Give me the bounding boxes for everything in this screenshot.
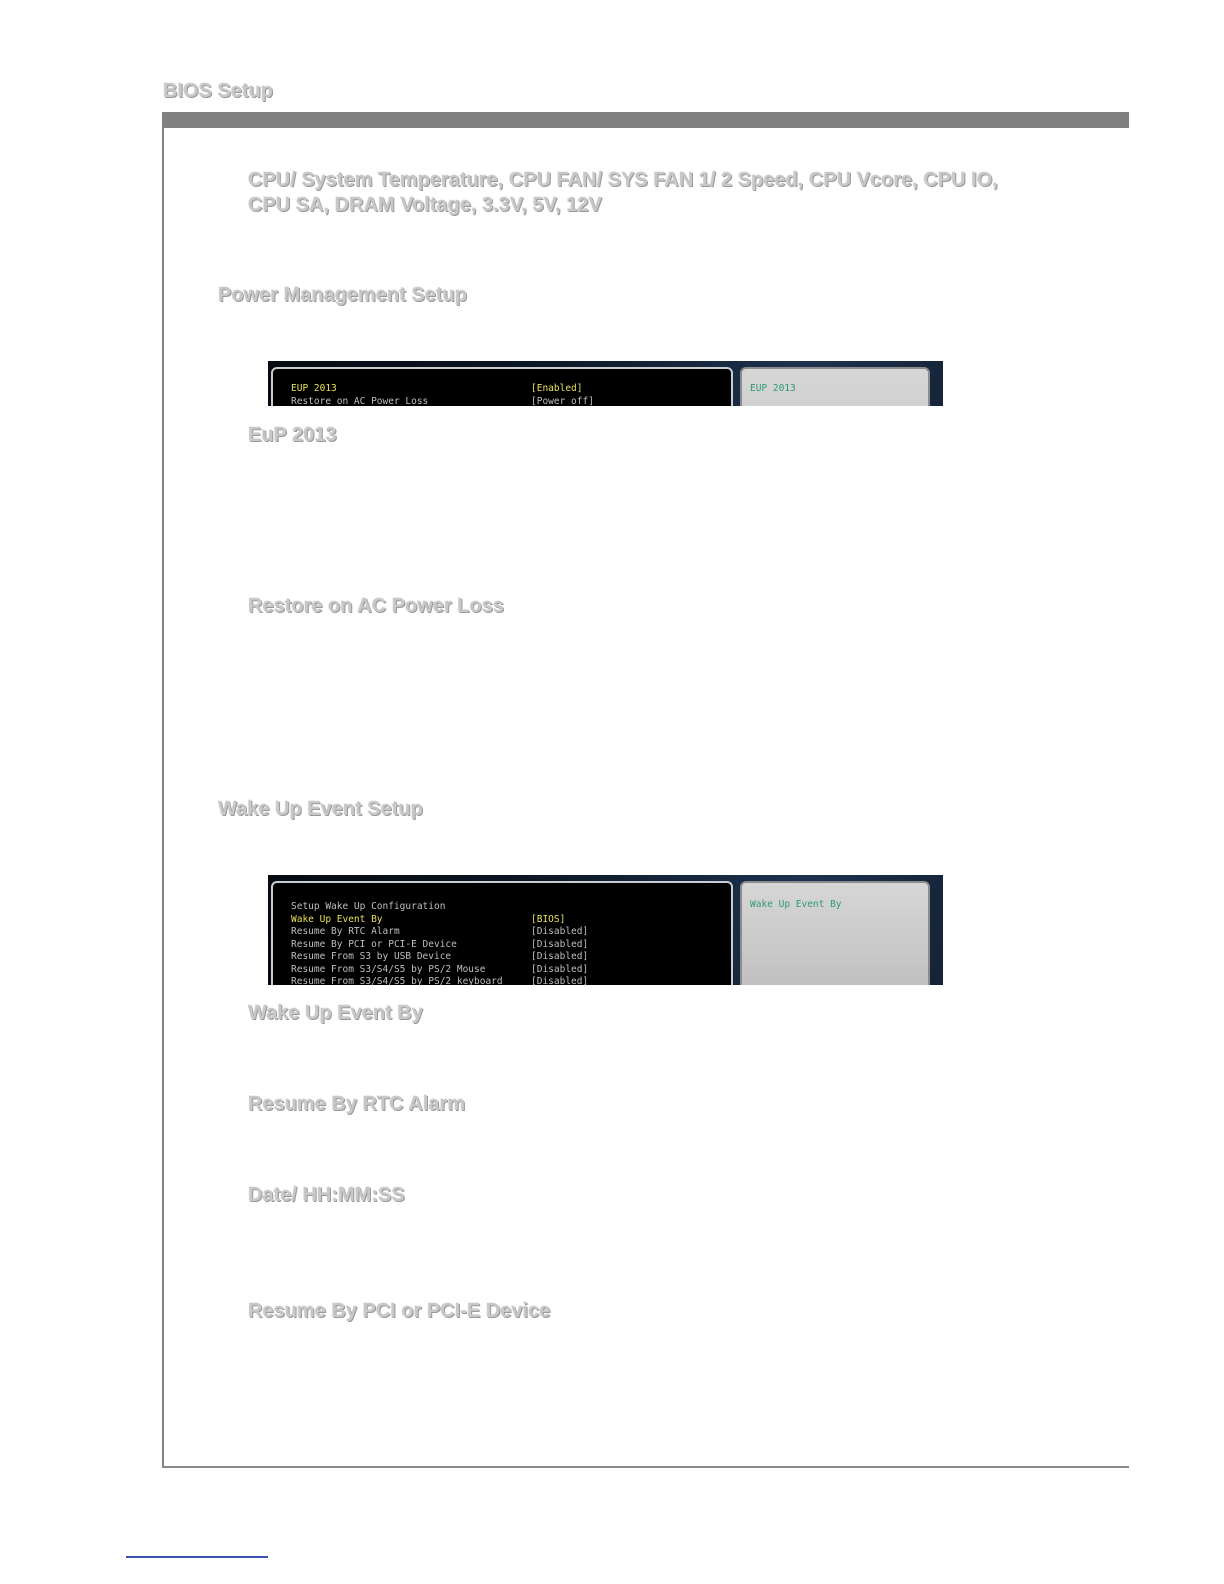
bottom-rule [162,1466,1129,1468]
bios-row-label: Resume By RTC Alarm [291,926,400,937]
item-eup-2013: EuP 2013 [248,424,337,446]
bios-main-panel [271,881,733,985]
bios-row-label: Wake Up Event By [291,914,383,925]
bios-main-panel [271,367,733,406]
bios-row-label: Restore on AC Power Loss [291,396,429,406]
monitor-items-line-2: CPU SA, DRAM Voltage, 3.3V, 5V, 12V [248,194,602,216]
bios-row-value: [Enabled] [531,383,583,394]
header-bar [163,112,1129,128]
monitor-items-line-1: CPU/ System Temperature, CPU FAN/ SYS FAN 1/ 2 Speed, CPU Vcore, CPU IO, [248,169,998,191]
item-restore-on-ac-power-loss: Restore on AC Power Loss [248,595,504,617]
monitor-items-paragraph [248,168,1068,218]
left-rule [162,112,164,1468]
bios-row-label: Resume By PCI or PCI-E Device [291,939,457,950]
bios-row-value: [Disabled] [531,964,589,975]
wake-up-heading: Wake Up Event Setup [218,798,423,820]
bios-row-label: Resume From S3 by USB Device [291,951,452,962]
bios-help-text: EUP 2013 [750,383,796,394]
bios-row-label: Resume From S3/S4/S5 by PS/2 keyboard [291,976,503,985]
page-header-title: BIOS Setup [163,80,274,102]
bios-row-label: EUP 2013 [291,383,337,394]
bios-row-value: [Disabled] [531,951,589,962]
bios-row-value: [Disabled] [531,976,589,985]
item-resume-by-pci-device: Resume By PCI or PCI-E Device [248,1300,551,1322]
bios-row-label: Resume From S3/S4/S5 by PS/2 Mouse [291,964,486,975]
bios-row-value: [Disabled] [531,926,589,937]
bios-help-text: Wake Up Event By [750,899,842,910]
bios-help-panel [740,367,930,406]
bios-help-panel [740,881,930,985]
bios-row-value: [BIOS] [531,914,566,925]
bios-screenshot-wake-up [268,875,943,985]
item-resume-by-rtc-alarm: Resume By RTC Alarm [248,1093,466,1115]
bios-heading: Setup Wake Up Configuration [291,901,446,912]
bios-screenshot-power [268,361,943,406]
footer-link-underline [126,1556,268,1558]
item-wake-up-event-by: Wake Up Event By [248,1002,423,1024]
bios-row-value: [Power off] [531,396,594,406]
power-management-heading: Power Management Setup [218,284,467,306]
bios-row-value: [Disabled] [531,939,589,950]
item-date-hh-mm-ss: Date/ HH:MM:SS [248,1184,405,1206]
